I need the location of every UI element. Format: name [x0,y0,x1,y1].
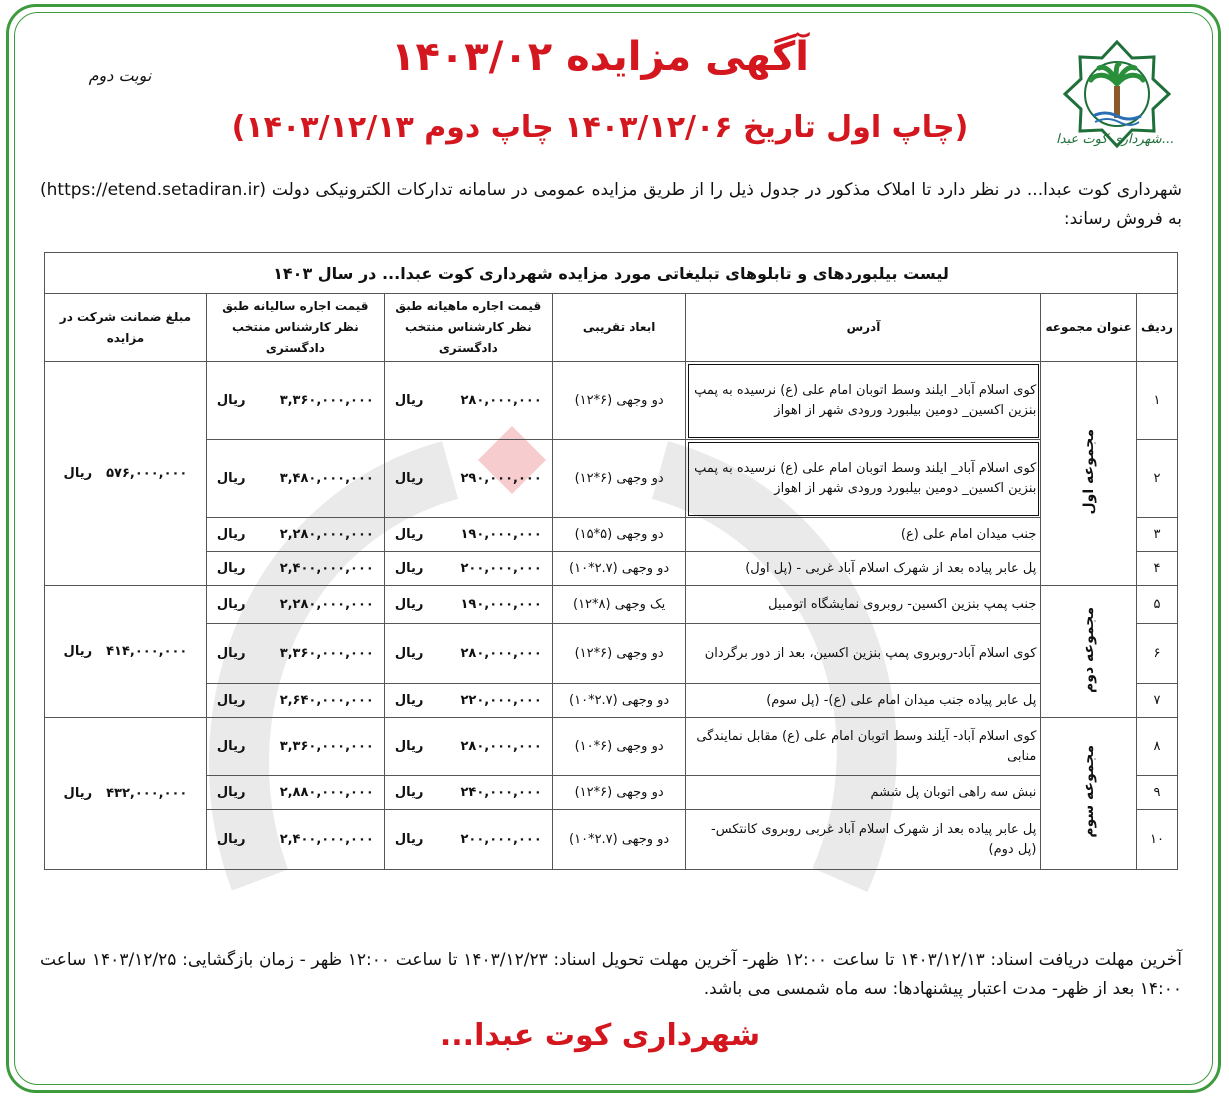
currency-label: ریال [63,644,93,659]
table-row [45,552,1178,586]
header-monthly-rent: قیمت اجاره ماهیانه طبق نظر کارشناس منتخب دادگستری [384,294,552,362]
currency-label: ریال [394,597,424,612]
currency-label: ریال [394,693,424,708]
monthly-rent-amount: ۲۸۰,۰۰۰,۰۰۰ [460,646,542,661]
setad-url-link[interactable]: https://etend.setadiran.ir [46,180,260,200]
group-title-cell [1041,362,1137,586]
auction-table [44,252,1178,870]
table-row [45,810,1178,870]
dimensions-cell: دو وجهی (۶*۱۰) [552,718,686,776]
yearly-rent-cell [206,810,384,870]
row-number: ۹ [1136,776,1177,810]
row-number: ۵ [1136,586,1177,624]
dimensions-cell: دو وجهی (۶*۱۲) [552,440,686,518]
address-cell: پل عابر پیاده جنب میدان امام علی (ع)- (پل سوم) [686,684,1041,718]
currency-label: ریال [394,832,424,847]
table-row [45,518,1178,552]
header-dimensions: ابعاد تقریبی [552,294,686,362]
address-cell: پل عابر پیاده بعد از شهرک اسلام آباد غربی - (پل اول) [686,552,1041,586]
yearly-rent-cell [206,624,384,684]
currency-label: ریال [216,739,246,754]
yearly-rent-amount: ۲,۸۸۰,۰۰۰,۰۰۰ [279,785,374,800]
monthly-rent-cell [384,586,552,624]
currency-label: ریال [216,471,246,486]
currency-label: ریال [216,693,246,708]
logo-caption: شهرداری کوت عبدا... [1056,132,1174,147]
currency-label: ریال [394,646,424,661]
yearly-rent-cell [206,518,384,552]
currency-label: ریال [63,786,93,801]
address-cell: جنب پمپ بنزین اکسین- روبروی نمایشگاه اتومبیل [686,586,1041,624]
guarantee-cell [45,362,207,586]
table-row [45,586,1178,624]
yearly-rent-amount: ۲,۲۸۰,۰۰۰,۰۰۰ [279,527,374,542]
monthly-rent-amount: ۲۸۰,۰۰۰,۰۰۰ [460,739,542,754]
yearly-rent-amount: ۲,۴۰۰,۰۰۰,۰۰۰ [279,832,374,847]
monthly-rent-cell [384,624,552,684]
monthly-rent-cell [384,552,552,586]
header-address: آدرس [686,294,1041,362]
notice-title: آگهی مزایده ۱۴۰۳/۰۲ [391,34,809,80]
monthly-rent-amount: ۱۹۰,۰۰۰,۰۰۰ [460,597,542,612]
dimensions-cell: یک وجهی (۸*۱۲) [552,586,686,624]
yearly-rent-cell [206,586,384,624]
monthly-rent-cell [384,810,552,870]
currency-label: ریال [216,597,246,612]
yearly-rent-cell [206,684,384,718]
row-number: ۶ [1136,624,1177,684]
monthly-rent-cell [384,440,552,518]
monthly-rent-amount: ۲۰۰,۰۰۰,۰۰۰ [460,832,542,847]
monthly-rent-cell [384,776,552,810]
yearly-rent-cell [206,552,384,586]
group-title: مجموعه اول [1080,428,1097,515]
currency-label: ریال [394,739,424,754]
monthly-rent-cell [384,362,552,440]
monthly-rent-cell [384,718,552,776]
address-cell: کوی اسلام آباد-روبروی پمپ بنزین اکسین، بعد از دور برگردان [686,624,1041,684]
currency-label: ریال [216,393,246,408]
signature: شهرداری کوت عبدا... [439,1018,761,1053]
header-guarantee: مبلغ ضمانت شرکت در مزایده [45,294,207,362]
row-number: ۸ [1136,718,1177,776]
table-row [45,684,1178,718]
currency-label: ریال [216,646,246,661]
monthly-rent-amount: ۲۹۰,۰۰۰,۰۰۰ [460,471,542,486]
table-row [45,718,1178,776]
group-title: مجموعه دوم [1080,606,1097,693]
dimensions-cell: دو وجهی (۶*۱۲) [552,776,686,810]
currency-label: ریال [394,785,424,800]
header-yearly-rent: قیمت اجاره سالیانه طبق نظر کارشناس منتخب دادگستری [206,294,384,362]
yearly-rent-cell [206,362,384,440]
yearly-rent-amount: ۳,۳۶۰,۰۰۰,۰۰۰ [279,739,374,754]
guarantee-amount: ۵۷۶,۰۰۰,۰۰۰ [106,466,188,481]
row-number: ۲ [1136,440,1177,518]
address-cell: نبش سه راهی اتوبان پل ششم [686,776,1041,810]
table-row [45,776,1178,810]
intro-text-end: ) به فروش رساند: [40,180,1182,229]
currency-label: ریال [216,561,246,576]
dimensions-cell: دو وجهی (۵*۱۵) [552,518,686,552]
table-caption: لیست بیلبوردهای و تابلوهای تبلیغاتی مورد مزایده شهرداری کوت عبدا... در سال ۱۴۰۳ [45,253,1178,294]
row-number: ۴ [1136,552,1177,586]
currency-label: ریال [394,527,424,542]
currency-label: ریال [394,561,424,576]
yearly-rent-amount: ۳,۳۶۰,۰۰۰,۰۰۰ [279,393,374,408]
footer-deadlines: آخرین مهلت دریافت اسناد: ۱۴۰۳/۱۲/۱۳ تا ساعت ۱۲:۰۰ ظهر- آخرین مهلت تحویل اسناد: ۱۴۰۳/۱۲/۲۳ تا ساعت ۱۲:۰۰ ظهر - زمان بازگشایی: ۱۴۰۳/۱۲/۲۵ ساعت ۱۴:۰۰ بعد از ظهر- مدت اعتبار پیشنهادها: سه ماه شمسی می باشد. [40,950,1182,999]
address-cell: کوی اسلام آباد- آیلند وسط اتوبان امام علی (ع) مقابل نمایندگی منابی [686,718,1041,776]
yearly-rent-cell [206,776,384,810]
currency-label: ریال [63,466,93,481]
group-title: مجموعه سوم [1080,745,1097,838]
dimensions-cell: دو وجهی (۲.۷*۱۰) [552,552,686,586]
yearly-rent-cell [206,718,384,776]
row-number: ۱۰ [1136,810,1177,870]
monthly-rent-amount: ۲۰۰,۰۰۰,۰۰۰ [460,561,542,576]
table-body [45,362,1178,870]
header-row-number: ردیف [1136,294,1177,362]
group-title-cell [1041,718,1137,870]
row-number: ۳ [1136,518,1177,552]
dimensions-cell: دو وجهی (۲.۷*۱۰) [552,810,686,870]
currency-label: ریال [394,393,424,408]
group-title-cell [1041,586,1137,718]
address-cell: کوی اسلام آباد_ ایلند وسط اتوبان امام علی (ع) نرسیده به پمپ بنزین اکسین_ دومین بیلبورد ورودی شهر از اهواز [686,440,1041,518]
address-cell: کوی اسلام آباد_ ایلند وسط اتوبان امام علی (ع) نرسیده به پمپ بنزین اکسین_ دومین بیلبورد ورودی شهر از اهواز [686,362,1041,440]
currency-label: ریال [216,527,246,542]
yearly-rent-cell [206,440,384,518]
dimensions-cell: دو وجهی (۲.۷*۱۰) [552,684,686,718]
header-group-title: عنوان مجموعه [1041,294,1137,362]
yearly-rent-amount: ۲,۴۰۰,۰۰۰,۰۰۰ [279,561,374,576]
monthly-rent-amount: ۲۲۰,۰۰۰,۰۰۰ [460,693,542,708]
guarantee-amount: ۴۳۲,۰۰۰,۰۰۰ [106,786,188,801]
yearly-rent-amount: ۲,۶۴۰,۰۰۰,۰۰۰ [279,693,374,708]
notice-subtitle: (چاپ اول تاریخ ۱۴۰۳/۱۲/۰۶ چاپ دوم ۱۴۰۳/۱۲/۱۳) [231,110,969,145]
monthly-rent-amount: ۱۹۰,۰۰۰,۰۰۰ [460,527,542,542]
table-row [45,624,1178,684]
guarantee-amount: ۴۱۴,۰۰۰,۰۰۰ [106,644,188,659]
guarantee-cell [45,718,207,870]
guarantee-cell [45,586,207,718]
intro-paragraph [40,176,1182,234]
yearly-rent-amount: ۳,۴۸۰,۰۰۰,۰۰۰ [279,471,374,486]
yearly-rent-amount: ۲,۲۸۰,۰۰۰,۰۰۰ [279,597,374,612]
table-header-row [45,294,1178,362]
yearly-rent-amount: ۳,۳۶۰,۰۰۰,۰۰۰ [279,646,374,661]
monthly-rent-amount: ۲۴۰,۰۰۰,۰۰۰ [460,785,542,800]
dimensions-cell: دو وجهی (۶*۱۲) [552,362,686,440]
table-row [45,362,1178,440]
currency-label: ریال [216,832,246,847]
currency-label: ریال [216,785,246,800]
row-number: ۷ [1136,684,1177,718]
dimensions-cell: دو وجهی (۶*۱۲) [552,624,686,684]
monthly-rent-cell [384,684,552,718]
second-turn-label: نوبت دوم [88,66,152,85]
address-cell: جنب میدان امام علی (ع) [686,518,1041,552]
address-cell: پل عابر پیاده بعد از شهرک اسلام آباد غربی روبروی کانتکس- (پل دوم) [686,810,1041,870]
monthly-rent-amount: ۲۸۰,۰۰۰,۰۰۰ [460,393,542,408]
monthly-rent-cell [384,518,552,552]
currency-label: ریال [394,471,424,486]
table-row [45,440,1178,518]
row-number: ۱ [1136,362,1177,440]
intro-text: شهرداری کوت عبدا... در نظر دارد تا املاک مذکور در جدول ذیل را از طریق مزایده عمومی در سامانه تدارکات الکترونیکی دولت ( [259,180,1182,200]
